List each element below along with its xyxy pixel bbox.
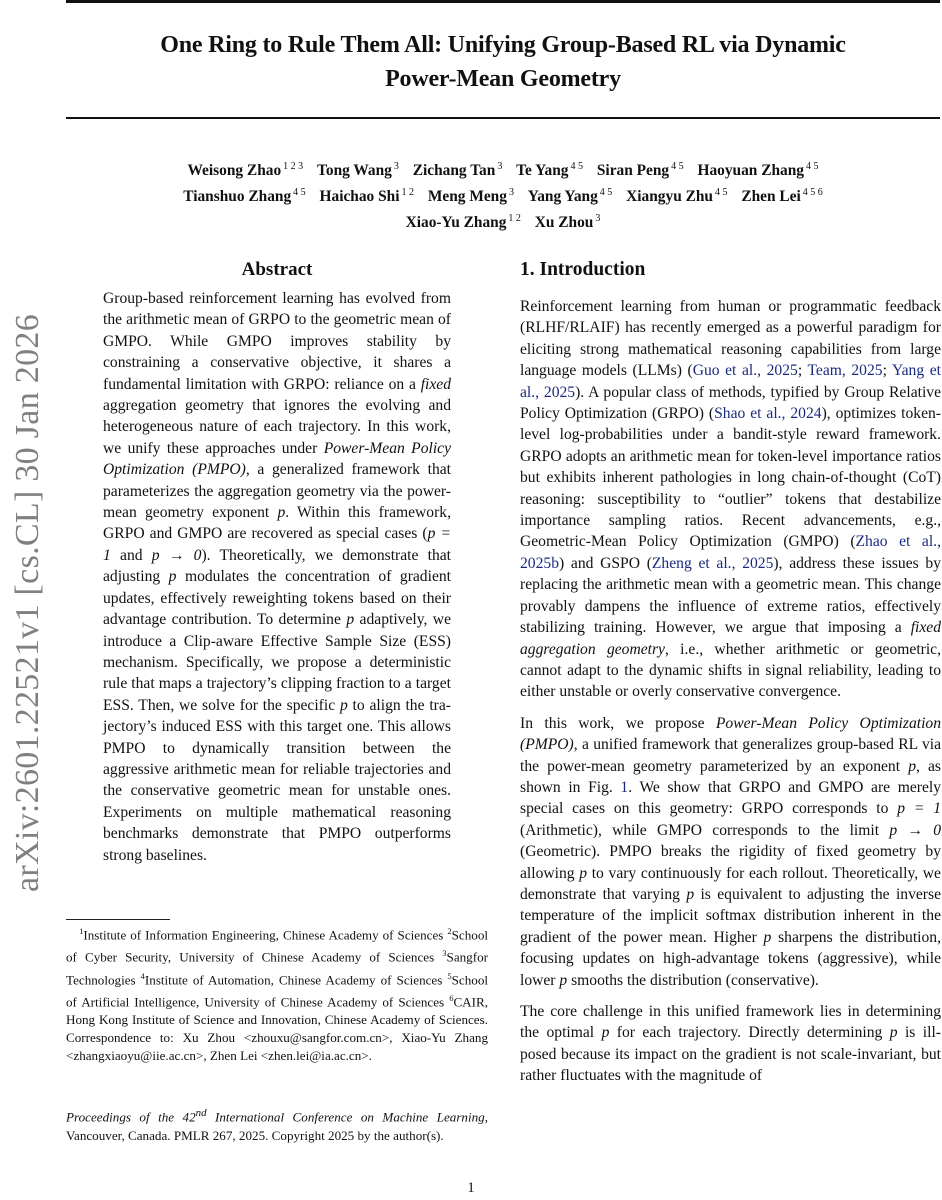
- author-name: Weisong Zhao: [187, 162, 282, 180]
- footnote-marker: 6: [449, 993, 454, 1004]
- abstract-emphasis: fixed: [420, 375, 451, 393]
- author: [413, 162, 503, 179]
- footnote-marker: 4: [140, 970, 145, 981]
- citation-link[interactable]: Zheng et al., 2025: [651, 554, 774, 572]
- math-p: p: [277, 504, 286, 522]
- title-bottom-rule: [66, 117, 940, 119]
- math-expression: p = 1: [897, 800, 941, 818]
- arxiv-stamp: arXiv:2601.22521v1 [cs.CL] 30 Jan 2026: [9, 314, 46, 892]
- affiliation: Sangfor Technologies: [66, 949, 488, 988]
- emphasis-text: fixed aggregation geometry: [520, 619, 941, 658]
- body-text: ;: [882, 362, 892, 380]
- title-line-2: Power-Mean Geometry: [385, 66, 621, 92]
- intro-paragraph-1: [520, 296, 941, 703]
- footnote-rule: [66, 919, 170, 920]
- author-name: Siran Peng: [596, 162, 670, 180]
- body-text: (Geometric). PMPO breaks the rigidity of fixed geometry by allowing: [520, 843, 941, 882]
- abstract-text: , a generalized framework that parameterizes the aggregation geometry via the power-mean geometry exponent: [103, 461, 451, 522]
- author: [741, 188, 822, 205]
- body-text: , a unified framework that generalizes group-based RL via the power-mean geometry parameterized by an exponent: [520, 736, 941, 775]
- author: [597, 162, 684, 179]
- math-p: p: [346, 611, 355, 629]
- footnote-marker: 2: [447, 926, 452, 936]
- body-text: to vary continuously for each rollout. Theoretically, we demonstrate that varying: [520, 864, 941, 903]
- footnote-marker: 5: [447, 970, 452, 981]
- abstract-text: to align the trajectory’s induced ESS with this target one. This allows PMPO to dynamically transition between the aggressive arithmetic mean for reliable trajectories and the conservative geometric mean for unstable ones. Experiments on multiple mathematical reasoning benchmarks demonstrate that PMPO outperforms strong baselines.: [103, 696, 451, 864]
- math-expression: p = 1: [103, 525, 451, 564]
- author: [516, 162, 583, 179]
- citation-link[interactable]: Guo et al., 2025: [692, 362, 798, 380]
- body-text: In this work, we propose: [520, 714, 716, 732]
- abstract-text: ). Theoretically, we demonstrate that adjusting: [103, 546, 452, 586]
- author-affiliation: 1 2: [508, 213, 521, 225]
- abstract-text: aggregation geometry that ignores the evolving and heterogeneous nature of each trajectory. In this work, we unify these approaches under: [103, 397, 451, 457]
- section-heading-introduction: 1. Introduction: [520, 259, 646, 280]
- math-p: p: [168, 568, 177, 586]
- author-affiliation: 4 5: [805, 161, 819, 172]
- math-p: p: [889, 1024, 898, 1042]
- body-text: Reinforcement learning from human or programmatic feedback (RLHF/RLAIF) has recently emerged as a powerful paradigm for eliciting strong mathematical reasoning capabilities from large language models (LLMs) (: [520, 298, 941, 380]
- body-text: is ill-posed because its impact on the gradient is not scale-invariant, but rather fluctuates with the magnitude of: [520, 1024, 941, 1085]
- author-affiliation: 3: [508, 187, 514, 199]
- body-text: ), address these issues by replacing the arithmetic mean with a geometric mean. This change provably dampens the influence of extreme ratios, effectively stabilizing training. However, we argue that imposing a: [520, 554, 942, 637]
- author: [626, 188, 727, 205]
- author-name: Meng Meng: [427, 188, 507, 206]
- copyright-text: , Vancouver, Canada. PMLR 267, 2025. Copyright 2025 by the author(s).: [66, 1109, 488, 1143]
- math-p: p: [559, 971, 568, 989]
- author-affiliation: 4 5: [671, 161, 684, 172]
- author-affiliation: 1 2 3: [283, 161, 304, 172]
- body-text: (Arithmetic), while GMPO corresponds to the limit: [520, 821, 890, 839]
- affiliation: School of Cyber Security, University of Chinese Academy of Sciences: [66, 927, 488, 965]
- author-name: Zichang Tan: [412, 162, 496, 180]
- author-affiliation: 1 2: [401, 187, 414, 199]
- author-name: Yang Yang: [527, 188, 598, 206]
- math-expression: p → 0: [151, 546, 202, 564]
- author: [317, 162, 399, 179]
- page-number: 1: [467, 1180, 475, 1196]
- body-text: . We show that GRPO and GMPO are merely special cases on this geometry: GRPO corresponds to: [520, 778, 941, 818]
- author-name: Haoyuan Zhang: [697, 162, 804, 180]
- affiliation: Institute of Automation, Chinese Academy of Sciences: [144, 972, 448, 988]
- body-text: is equivalent to adjusting the inverse temperature of the implicit softmax distribution inherent in the gradient of the power mean. Higher: [520, 885, 941, 946]
- author: [406, 214, 521, 231]
- math-p: p: [579, 864, 588, 882]
- body-text: smooths the distribution (conservative).: [567, 971, 819, 989]
- math-p: p: [339, 696, 348, 714]
- author-affiliation: 4 5 6: [802, 187, 823, 199]
- author: [183, 188, 305, 205]
- author-name: Haichao Shi: [319, 188, 400, 206]
- body-text: sharpens the distribution, focusing updates on high-advantage tokens (aggressive), while lower: [520, 928, 941, 989]
- math-expression: p → 0: [889, 821, 942, 839]
- author-list: [100, 156, 906, 234]
- affiliations-footnote: [66, 922, 488, 1065]
- intro-paragraph-2: [520, 713, 941, 991]
- abstract-text: modulates the concentration of gradient updates, effectively reweighting tokens based on their advantage contribution. To determine: [103, 568, 451, 629]
- author-affiliation: 4 5: [714, 187, 728, 199]
- author-name: Xu Zhou: [534, 214, 594, 232]
- author-name: Tianshuo Zhang: [183, 188, 292, 206]
- author: [188, 162, 304, 179]
- body-text: ). A popular class of methods, typified by Group Relative Policy Optimization (GRPO) (: [520, 383, 941, 423]
- proceedings-venue: International Conference on Machine Learning: [206, 1109, 485, 1125]
- author: [528, 188, 613, 205]
- paper-title: [66, 28, 940, 96]
- math-p: p: [763, 928, 772, 946]
- citation-link[interactable]: Yang et al., 2025: [520, 362, 942, 401]
- author-affiliation: 4 5: [599, 187, 613, 199]
- body-text: for each trajectory. Directly determining: [609, 1024, 890, 1042]
- body-text: The core challenge in this unified framework lies in determining the optimal: [520, 1003, 941, 1042]
- title-line-1: One Ring to Rule Them All: Unifying Group-Based RL via Dynamic: [160, 32, 846, 58]
- abstract-emphasis: Power-Mean Policy Optimization (PMPO): [103, 439, 451, 479]
- citation-link[interactable]: Shao et al., 2024: [714, 405, 822, 423]
- abstract-text: Group-based reinforcement learning has evolved from the arithmetic mean of GRPO to the geometric mean of GMPO. While GMPO improves stability by constraining a conservative objective, it shares a fundamental limitation with GRPO: reliance on a: [103, 290, 451, 393]
- author-name: Te Yang: [516, 162, 569, 180]
- abstract-text: . Within this framework, GRPO and GMPO are recovered as special cases (: [103, 504, 451, 543]
- left-column: [66, 256, 488, 866]
- body-text: , as shown in Fig.: [520, 757, 941, 796]
- author-affiliation: 4 5: [293, 187, 306, 199]
- proceedings-note: [66, 1104, 488, 1145]
- author: [428, 188, 514, 205]
- ordinal-suffix: nd: [195, 1107, 207, 1119]
- footnote-marker: 1: [79, 926, 84, 936]
- title-top-rule: [66, 0, 940, 3]
- author-affiliation: 3: [393, 161, 399, 172]
- proceedings-venue: Proceedings of the 42: [66, 1109, 196, 1125]
- abstract-text: and: [110, 546, 152, 564]
- abstract-heading: Abstract: [241, 259, 313, 280]
- right-column: [520, 256, 941, 1097]
- body-text: , i.e., whether arithmetic or geometric, cannot adapt to the dynamic shifts in signal reliability, leading to either unstable or overly conservative convergence.: [520, 640, 941, 701]
- author-name: Xiangyu Zhu: [626, 188, 713, 206]
- author-affiliation: 4 5: [570, 161, 583, 172]
- author-affiliation: 3: [497, 161, 503, 172]
- abstract-text: adaptively, we introduce a Clip-aware Effective Sample Size (ESS) mechanism. Specifically, we propose a deterministic rule that maps a trajectory’s clipping fraction to a target ESS. Then, we solve for the specific: [103, 611, 451, 714]
- figure-reference-link[interactable]: 1: [620, 778, 629, 796]
- affiliation-and-correspondence: CAIR, Hong Kong Institute of Science and Innovation, Chinese Academy of Sciences. Correspondence to: Xu Zhou <zhouxu@sangfor.com.cn>, Xiao-Yu Zhang <zhangxiaoyu@iie.ac.cn>, Zhen Lei <zhen.lei@ia.ac.cn>.: [66, 994, 488, 1064]
- abstract-body: [103, 288, 451, 866]
- footnote-marker: 3: [442, 948, 447, 959]
- author-name: Xiao-Yu Zhang: [405, 214, 507, 232]
- citation-link[interactable]: Team, 2025: [807, 362, 883, 380]
- emphasis-text: Power-Mean Policy Optimization (PMPO): [520, 714, 942, 754]
- math-p: p: [908, 757, 916, 775]
- body-text: ) and GSPO (: [558, 554, 652, 572]
- affiliation: Institute of Information Engineering, Chinese Academy of Sciences: [83, 927, 448, 943]
- author: [697, 162, 818, 179]
- author-name: Tong Wang: [317, 162, 392, 180]
- intro-paragraph-3: [520, 1001, 941, 1087]
- body-text: ;: [797, 362, 808, 380]
- math-p: p: [601, 1024, 610, 1042]
- author: [320, 188, 414, 205]
- math-p: p: [686, 885, 695, 903]
- author-name: Zhen Lei: [741, 188, 801, 206]
- affiliation: School of Artificial Intelligence, University of Chinese Academy of Sciences: [66, 972, 488, 1010]
- author-affiliation: 3: [595, 213, 601, 225]
- body-text: ), optimizes token-level log-probabilities under a bandit-style reward framework. GRPO adopts an arithmetic mean for token-level importance ratios but exhibits inherent pathologies in long chain-of-thought (CoT) reasoning: susceptibility to “outlier” tokens that destabilize importance sampling ratios. Recent advancements, e.g., Geometric-Mean Policy Optimization (GMPO) (: [520, 405, 941, 551]
- citation-link[interactable]: Zhao et al., 2025b: [520, 533, 941, 572]
- author: [535, 214, 601, 231]
